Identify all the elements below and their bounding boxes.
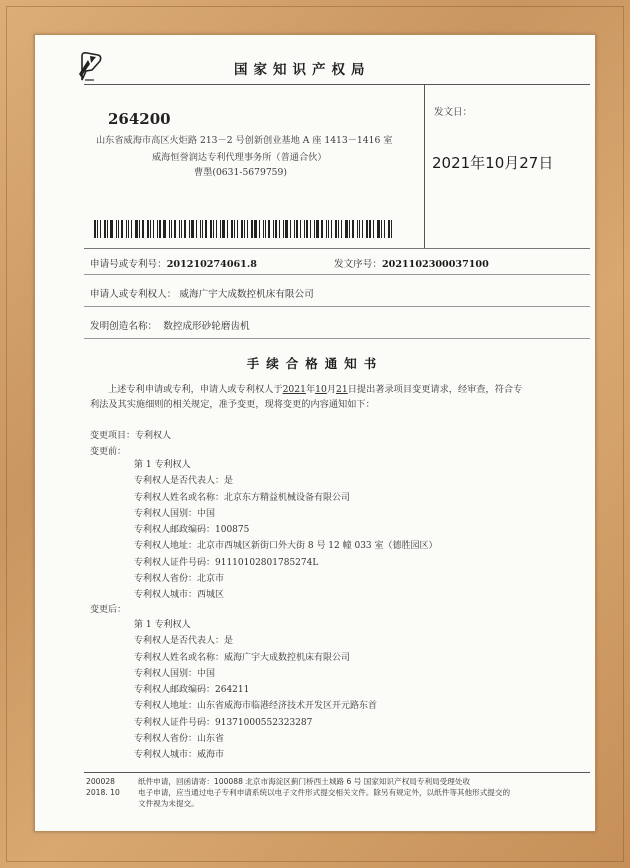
barcode-bar [231, 220, 233, 238]
barcode-bar [169, 220, 170, 238]
barcode-bar [153, 220, 154, 238]
barcode-bar [196, 220, 197, 238]
barcode-bar [251, 220, 253, 238]
barcode-bar [227, 220, 228, 238]
barcode-bar [357, 220, 358, 238]
list-item: 第 1 专利权人 [134, 460, 191, 470]
barcode-bar [259, 220, 260, 238]
divider [424, 84, 425, 248]
barcode-bar [171, 220, 172, 238]
barcode-bar [294, 220, 295, 238]
application-number [90, 256, 257, 270]
barcode-bar [338, 220, 339, 238]
barcode-bar [94, 220, 96, 238]
barcode-bar [391, 220, 392, 238]
recipient-agency: 威海恒誉润达专利代理事务所（普通合伙） [152, 152, 327, 163]
intro-text: 月 [326, 384, 337, 395]
barcode-bar [184, 220, 186, 238]
barcode-bar [139, 220, 140, 238]
barcode-bar [189, 220, 190, 238]
barcode-bar [377, 220, 380, 238]
barcode-bar [131, 220, 132, 238]
document-number-value: 2021102300037100 [381, 259, 489, 270]
list-item: 专利权人姓名或名称：威海广宇大成数控机床有限公司 [134, 652, 351, 663]
barcode-bar [150, 220, 151, 238]
barcode-bar [279, 220, 280, 238]
barcode-bar [359, 220, 360, 238]
barcode-bar [373, 220, 374, 238]
barcode-bar [316, 220, 319, 238]
list-item: 专利权人邮政编码：100875 [134, 525, 250, 536]
barcode-bar [263, 220, 264, 238]
barcode-bar [147, 220, 149, 238]
barcode-bar [310, 220, 311, 238]
list-item: 专利权人地址：山东省威海市临港经济技术开发区开元路东首 [134, 701, 378, 712]
list-item: 专利权人姓名或名称：北京东方精益机械设备有限公司 [134, 492, 351, 503]
barcode-bar [388, 220, 390, 238]
list-item: 专利权人省份：山东省 [134, 734, 225, 745]
barcode-bar [121, 220, 123, 238]
barcode-bar [247, 220, 248, 238]
barcode-bar [104, 220, 106, 238]
barcode-bar [216, 220, 217, 238]
list-item: 专利权人证件号码：91110102801785274L [134, 557, 319, 568]
barcode-bar [210, 220, 212, 238]
footer-line: 纸件申请，回函请寄：100088 北京市海淀区蓟门桥西土城路 6 号 国家知识产权局专利局受理处收 [138, 777, 471, 786]
list-item: 专利权人邮政编码：264211 [134, 685, 250, 696]
list-item: 专利权人城市：西城区 [134, 590, 225, 601]
divider [84, 338, 590, 339]
barcode-bar [321, 220, 323, 238]
barcode-bar [135, 220, 138, 238]
barcode-bar [244, 220, 245, 238]
barcode-bar [142, 220, 144, 238]
notice-intro-line1 [108, 382, 522, 397]
intro-month: 10 [315, 384, 327, 395]
barcode-icon [94, 220, 396, 238]
list-item: 专利权人地址：北京市西城区新街口外大街 8 号 12 幢 033 室（德胜园区） [134, 541, 438, 552]
applicant-label: 申请人或专利权人： [90, 289, 177, 300]
barcode-bar [200, 220, 201, 238]
footer-line: 电子申请，应当通过电子专利申请系统以电子文件形式提交相关文件。除另有规定外，以纸件等其他形式提交的 [138, 788, 511, 797]
cnipa-logo-icon [78, 50, 104, 82]
form-code: 200028 [86, 777, 115, 786]
list-item: 专利权人证件号码：91371000552323287 [134, 717, 313, 728]
list-item: 第 1 专利权人 [134, 620, 191, 630]
document-number-label: 发文序号： [334, 259, 382, 270]
notice-intro-line2: 利法及其实施细则的相关规定，准予变更，现将变更的内容通知如下： [90, 399, 375, 410]
barcode-bar [213, 220, 214, 238]
barcode-bar [116, 220, 117, 238]
before-label: 变更前： [90, 447, 127, 457]
barcode-bar [300, 220, 301, 238]
barcode-bar [369, 220, 371, 238]
barcode-bar [304, 220, 305, 238]
barcode-bar [234, 220, 235, 238]
list-item: 专利权人是否代表人：是 [134, 476, 234, 487]
notice-title: 手续合格通知书 [246, 356, 384, 371]
invention [90, 318, 250, 332]
after-label: 变更后： [90, 605, 127, 615]
barcode-bar [107, 220, 108, 238]
invention-label: 发明创造名称： [90, 321, 158, 332]
barcode-bar [335, 220, 337, 238]
barcode-bar [174, 220, 176, 238]
barcode-bar [128, 220, 129, 238]
barcode-bar [179, 220, 180, 238]
application-number-value: 201210274061.8 [166, 259, 257, 270]
divider [84, 84, 590, 85]
barcode-bar [254, 220, 257, 238]
barcode-bar [157, 220, 158, 238]
barcode-bar [331, 220, 332, 238]
barcode-bar [352, 220, 354, 238]
invention-value: 数控成形砂轮磨齿机 [163, 321, 250, 332]
applicant [90, 286, 314, 300]
barcode-bar [306, 220, 308, 238]
divider [84, 274, 590, 275]
barcode-bar [275, 220, 277, 238]
intro-day: 21 [336, 384, 348, 395]
intro-text: 上述专利申请或专利，申请人或专利权人于 [108, 384, 283, 395]
recipient-address: 山东省威海市高区火炬路 213－2 号创新创业基地 A 座 1413－1416 室 [96, 135, 393, 146]
list-item: 专利权人城市：威海市 [134, 750, 225, 761]
barcode-bar [283, 220, 284, 238]
intro-text: 日提出著录项目变更请求，经审查，符合专 [347, 384, 523, 395]
bureau-name: 国家知识产权局 [234, 62, 371, 78]
barcode-bar [163, 220, 166, 238]
barcode-bar [205, 220, 207, 238]
barcode-bar [341, 220, 342, 238]
list-item: 专利权人省份：北京市 [134, 574, 225, 585]
barcode-bar [381, 220, 382, 238]
barcode-bar [285, 220, 288, 238]
divider [84, 306, 590, 307]
barcode-bar [349, 220, 350, 238]
postal-code: 264200 [108, 110, 171, 128]
barcode-bar [314, 220, 315, 238]
before-list [134, 457, 438, 604]
form-version: 2018. 10 [86, 788, 120, 797]
barcode-bar [126, 220, 127, 238]
barcode-bar [159, 220, 161, 238]
barcode-bar [97, 220, 98, 238]
send-date-label: 发文日： [434, 107, 473, 118]
footer-line: 文件视为未提交。 [138, 799, 199, 808]
barcode-bar [290, 220, 291, 238]
barcode-bar [181, 220, 182, 238]
list-item: 专利权人国别：中国 [134, 668, 216, 679]
divider [84, 248, 590, 249]
barcode-bar [191, 220, 194, 238]
barcode-bar [100, 220, 101, 238]
application-number-label: 申请号或专利号： [90, 259, 167, 270]
barcode-bar [202, 220, 203, 238]
barcode-bar [384, 220, 385, 238]
barcode-bar [328, 220, 329, 238]
list-item: 专利权人是否代表人：是 [134, 636, 234, 647]
barcode-bar [222, 220, 225, 238]
barcode-bar [268, 220, 270, 238]
barcode-bar [345, 220, 348, 238]
document-number [334, 256, 489, 270]
barcode-bar [110, 220, 113, 238]
barcode-bar [362, 220, 363, 238]
intro-text: 年 [305, 384, 316, 395]
after-list [134, 617, 377, 764]
recipient-contact: 曹墨(0631-5679759) [194, 167, 287, 178]
applicant-value: 威海广宇大成数控机床有限公司 [179, 289, 314, 300]
intro-year: 2021 [282, 384, 306, 395]
barcode-bar [273, 220, 274, 238]
barcode-bar [241, 220, 243, 238]
barcode-bar [366, 220, 368, 238]
barcode-bar [237, 220, 238, 238]
barcode-bar [326, 220, 327, 238]
barcode-bar [296, 220, 298, 238]
barcode-bar [220, 220, 221, 238]
send-date-value: 2021年10月27日 [432, 154, 554, 172]
change-item: 变更项目：专利权人 [90, 431, 172, 441]
barcode-bar [265, 220, 266, 238]
divider [84, 772, 590, 773]
list-item: 专利权人国别：中国 [134, 508, 216, 519]
notice-document [34, 34, 596, 832]
barcode-bar [118, 220, 119, 238]
